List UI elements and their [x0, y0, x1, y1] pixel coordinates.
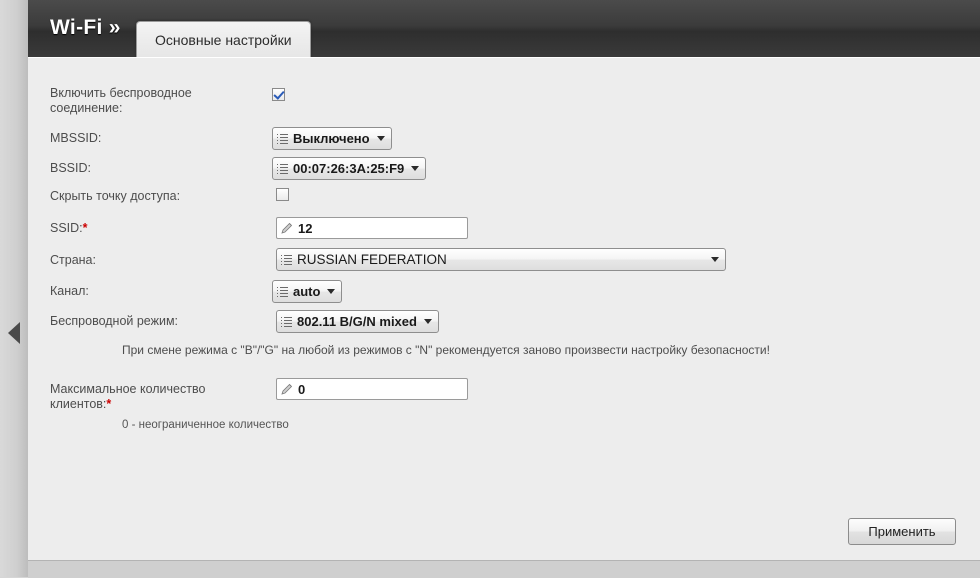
- required-marker: *: [82, 221, 88, 235]
- row-enable-wireless: [50, 86, 950, 126]
- left-rail: [0, 0, 29, 577]
- mbssid-select[interactable]: [272, 127, 392, 150]
- enable-wireless-checkbox[interactable]: [272, 88, 285, 101]
- row-mbssid: [50, 127, 950, 156]
- label-max-clients-text: Максимальное количество клиентов:: [50, 382, 206, 411]
- label-mbssid: MBSSID:: [50, 131, 102, 145]
- label-hide-ap: Скрыть точку доступа:: [50, 189, 181, 203]
- list-icon: [281, 316, 292, 327]
- list-icon: [277, 133, 288, 144]
- tab-basic-settings[interactable]: Основные настройки: [136, 21, 311, 58]
- row-ssid: [50, 217, 950, 246]
- ssid-input[interactable]: [276, 217, 468, 239]
- page-title: Wi-Fi »: [50, 16, 121, 39]
- wireless-mode-value: 802.11 B/G/N mixed: [297, 314, 417, 329]
- label-bssid: BSSID:: [50, 161, 91, 175]
- ssid-value: 12: [298, 220, 313, 236]
- apply-button[interactable]: Применить: [848, 518, 956, 545]
- row-bssid: [50, 157, 950, 186]
- label-ssid: [50, 221, 250, 236]
- hide-ap-checkbox[interactable]: [276, 188, 289, 201]
- list-icon: [277, 286, 288, 297]
- chevron-down-icon: [411, 166, 419, 171]
- max-clients-value: 0: [298, 381, 306, 397]
- collapse-panel-arrow-icon[interactable]: [8, 322, 20, 344]
- mbssid-value: Выключено: [293, 131, 370, 146]
- label-country: Страна:: [50, 253, 96, 267]
- chevron-down-icon: [711, 257, 719, 262]
- list-icon: [277, 163, 288, 174]
- bssid-select[interactable]: [272, 157, 426, 180]
- chevron-down-icon: [327, 289, 335, 294]
- max-clients-input[interactable]: [276, 378, 468, 400]
- row-wireless-mode: [50, 310, 950, 342]
- pencil-icon: [281, 383, 293, 395]
- channel-select[interactable]: [272, 280, 342, 303]
- header-bar: [28, 0, 980, 58]
- channel-value: auto: [293, 284, 321, 299]
- label-max-clients: [50, 382, 255, 412]
- chevron-down-icon: [377, 136, 385, 141]
- chevron-down-icon: [424, 319, 432, 324]
- row-hide-ap: [50, 187, 950, 216]
- row-mode-note: [50, 343, 950, 377]
- max-clients-hint: 0 - неограниченное количество: [122, 419, 289, 431]
- list-icon: [281, 254, 292, 265]
- row-channel: [50, 280, 950, 309]
- label-wireless-mode: Беспроводной режим:: [50, 314, 179, 328]
- row-country: [50, 247, 950, 279]
- label-enable-wireless: Включить беспроводное соединение:: [50, 86, 192, 115]
- label-channel: Канал:: [50, 284, 89, 298]
- pencil-icon: [281, 222, 293, 234]
- mode-change-note: При смене режима с "B"/"G" на любой из режимов с "N" рекомендуется заново произвести настройку безопасности!: [122, 343, 770, 357]
- wifi-settings-form: [50, 86, 950, 449]
- bottom-strip: [28, 560, 980, 578]
- required-marker: *: [106, 397, 112, 411]
- content-panel: [28, 57, 980, 561]
- wireless-mode-select[interactable]: [276, 310, 439, 333]
- label-ssid-text: SSID:: [50, 221, 83, 235]
- bssid-value: 00:07:26:3A:25:F9: [293, 161, 405, 176]
- row-max-clients-hint: [50, 419, 950, 448]
- country-value: RUSSIAN FEDERATION: [297, 252, 447, 267]
- row-max-clients: [50, 378, 950, 418]
- country-select[interactable]: [276, 248, 726, 271]
